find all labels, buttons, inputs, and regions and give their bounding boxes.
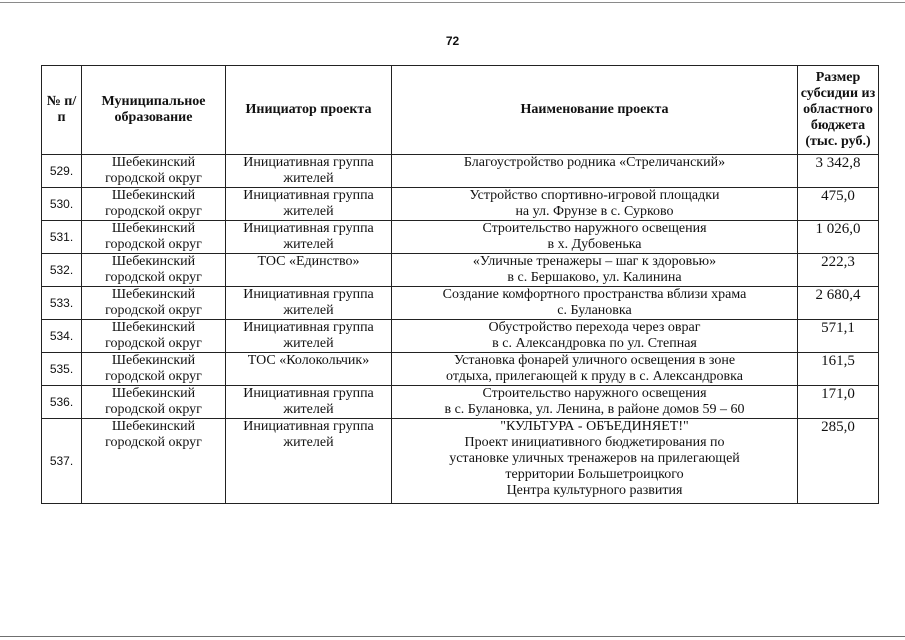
- municipality-line: городской округ: [105, 204, 202, 219]
- subsidy-amount: 285,0: [798, 419, 879, 504]
- initiator-cell: [226, 221, 392, 254]
- subsidy-amount: 475,0: [798, 188, 879, 221]
- table-row: [42, 221, 879, 254]
- project-name-line: в с. Александровка по ул. Степная: [492, 336, 697, 351]
- initiator-line: Инициативная группа: [243, 320, 374, 335]
- municipality-line: Шебекинский: [111, 155, 196, 170]
- subsidy-amount: 2 680,4: [798, 287, 879, 320]
- project-name-line: территории Большетроицкого: [505, 467, 684, 482]
- header-municipality: Муниципальное образование: [82, 66, 226, 155]
- project-name-line: Строительство наружного освещения: [482, 221, 707, 236]
- municipality-line: Шебекинский: [111, 386, 196, 401]
- project-name-cell: [392, 353, 798, 386]
- project-name-line: с. Булановка: [557, 303, 632, 318]
- project-name-line: Обустройство перехода через овраг: [488, 320, 701, 335]
- project-name-cell: [392, 320, 798, 353]
- table-row: [42, 155, 879, 188]
- municipality-line: Шебекинский: [111, 254, 196, 269]
- initiator-cell: [226, 188, 392, 221]
- municipality-line: Шебекинский: [111, 320, 196, 335]
- table-header-row: [42, 66, 879, 155]
- municipality-line: городской округ: [105, 402, 202, 417]
- initiator-cell: [226, 320, 392, 353]
- subsidy-amount: 1 026,0: [798, 221, 879, 254]
- row-number: 533.: [42, 287, 82, 320]
- municipality-cell: [82, 221, 226, 254]
- row-number: 532.: [42, 254, 82, 287]
- row-number: 531.: [42, 221, 82, 254]
- municipality-line: городской округ: [105, 171, 202, 186]
- municipality-cell: [82, 287, 226, 320]
- project-name-line: "КУЛЬТУРА - ОБЪЕДИНЯЕТ!": [500, 419, 689, 434]
- municipality-cell: [82, 353, 226, 386]
- project-name-line: Устройство спортивно-игровой площадки: [469, 188, 720, 203]
- municipality-line: Шебекинский: [111, 419, 196, 434]
- municipality-line: Шебекинский: [111, 287, 196, 302]
- initiator-line: жителей: [283, 402, 334, 417]
- table-row: [42, 386, 879, 419]
- row-number: 529.: [42, 155, 82, 188]
- initiator-line: Инициативная группа: [243, 221, 374, 236]
- initiator-line: жителей: [283, 171, 334, 186]
- project-name-line: Благоустройство родника «Стреличанский»: [463, 155, 726, 170]
- initiator-cell: [226, 386, 392, 419]
- municipality-line: городской округ: [105, 303, 202, 318]
- project-name-cell: [392, 221, 798, 254]
- initiator-line: жителей: [283, 435, 334, 450]
- project-name-line: Проект инициативного бюджетирования по: [464, 435, 725, 450]
- project-name-line: Строительство наружного освещения: [482, 386, 707, 401]
- header-initiator: Инициатор проекта: [226, 66, 392, 155]
- initiator-cell: [226, 353, 392, 386]
- municipality-cell: [82, 155, 226, 188]
- project-name-line: Установка фонарей уличного освещения в зоне: [453, 353, 736, 368]
- initiator-cell: [226, 419, 392, 504]
- subsidy-amount: 161,5: [798, 353, 879, 386]
- initiator-cell: [226, 254, 392, 287]
- row-number: 530.: [42, 188, 82, 221]
- project-name-line: Создание комфортного пространства вблизи храма: [442, 287, 747, 302]
- initiator-line: Инициативная группа: [243, 155, 374, 170]
- initiator-line: жителей: [283, 336, 334, 351]
- initiator-line: ТОС «Единство»: [257, 254, 360, 269]
- project-name-line: «Уличные тренажеры – шаг к здоровью»: [472, 254, 717, 269]
- initiator-line: жителей: [283, 237, 334, 252]
- municipality-line: городской округ: [105, 237, 202, 252]
- table-body: [42, 155, 879, 504]
- subsidy-amount: 571,1: [798, 320, 879, 353]
- municipality-line: Шебекинский: [111, 221, 196, 236]
- project-name-line: установке уличных тренажеров на прилегающей: [449, 451, 740, 466]
- table-row: [42, 419, 879, 504]
- project-name-cell: [392, 287, 798, 320]
- project-name-cell: [392, 254, 798, 287]
- initiator-cell: [226, 287, 392, 320]
- municipality-cell: [82, 419, 226, 504]
- row-number: 535.: [42, 353, 82, 386]
- initiator-line: Инициативная группа: [243, 419, 374, 434]
- municipality-cell: [82, 386, 226, 419]
- scan-edge-bottom: [0, 636, 905, 637]
- table-row: [42, 353, 879, 386]
- initiator-line: ТОС «Колокольчик»: [247, 353, 370, 368]
- header-no: № п/п: [42, 66, 82, 155]
- table-row: [42, 287, 879, 320]
- project-name-cell: [392, 155, 798, 188]
- project-name-line: на ул. Фрунзе в с. Сурково: [515, 204, 674, 219]
- header-project: Наименование проекта: [392, 66, 798, 155]
- municipality-cell: [82, 320, 226, 353]
- row-number: 536.: [42, 386, 82, 419]
- initiator-line: Инициативная группа: [243, 386, 374, 401]
- project-name-cell: [392, 188, 798, 221]
- municipality-line: городской округ: [105, 369, 202, 384]
- scan-edge-top: [0, 2, 905, 3]
- municipality-line: городской округ: [105, 336, 202, 351]
- subsidy-amount: 222,3: [798, 254, 879, 287]
- table-row: [42, 320, 879, 353]
- table-row: [42, 188, 879, 221]
- subsidy-amount: 3 342,8: [798, 155, 879, 188]
- subsidy-table: [41, 65, 879, 504]
- initiator-line: Инициативная группа: [243, 287, 374, 302]
- table-row: [42, 254, 879, 287]
- initiator-line: жителей: [283, 204, 334, 219]
- municipality-line: Шебекинский: [111, 188, 196, 203]
- municipality-line: Шебекинский: [111, 353, 196, 368]
- initiator-line: Инициативная группа: [243, 188, 374, 203]
- project-name-line: отдыха, прилегающей к пруду в с. Александровка: [446, 369, 743, 384]
- header-amount: Размер субсидии из областного бюджета (тыс. руб.): [798, 66, 879, 155]
- initiator-cell: [226, 155, 392, 188]
- project-name-line: Центра культурного развития: [506, 483, 683, 498]
- subsidy-amount: 171,0: [798, 386, 879, 419]
- initiator-line: жителей: [283, 303, 334, 318]
- row-number: 534.: [42, 320, 82, 353]
- municipality-cell: [82, 254, 226, 287]
- row-number: 537.: [42, 419, 82, 504]
- project-name-cell: [392, 419, 798, 504]
- municipality-cell: [82, 188, 226, 221]
- project-name-line: в х. Дубовенька: [547, 237, 642, 252]
- project-name-line: в с. Булановка, ул. Ленина, в районе домов 59 – 60: [444, 402, 745, 417]
- municipality-line: городской округ: [105, 270, 202, 285]
- municipality-line: городской округ: [105, 435, 202, 450]
- project-name-cell: [392, 386, 798, 419]
- project-name-line: в с. Бершаково, ул. Калинина: [507, 270, 682, 285]
- page-number: 72: [445, 34, 460, 48]
